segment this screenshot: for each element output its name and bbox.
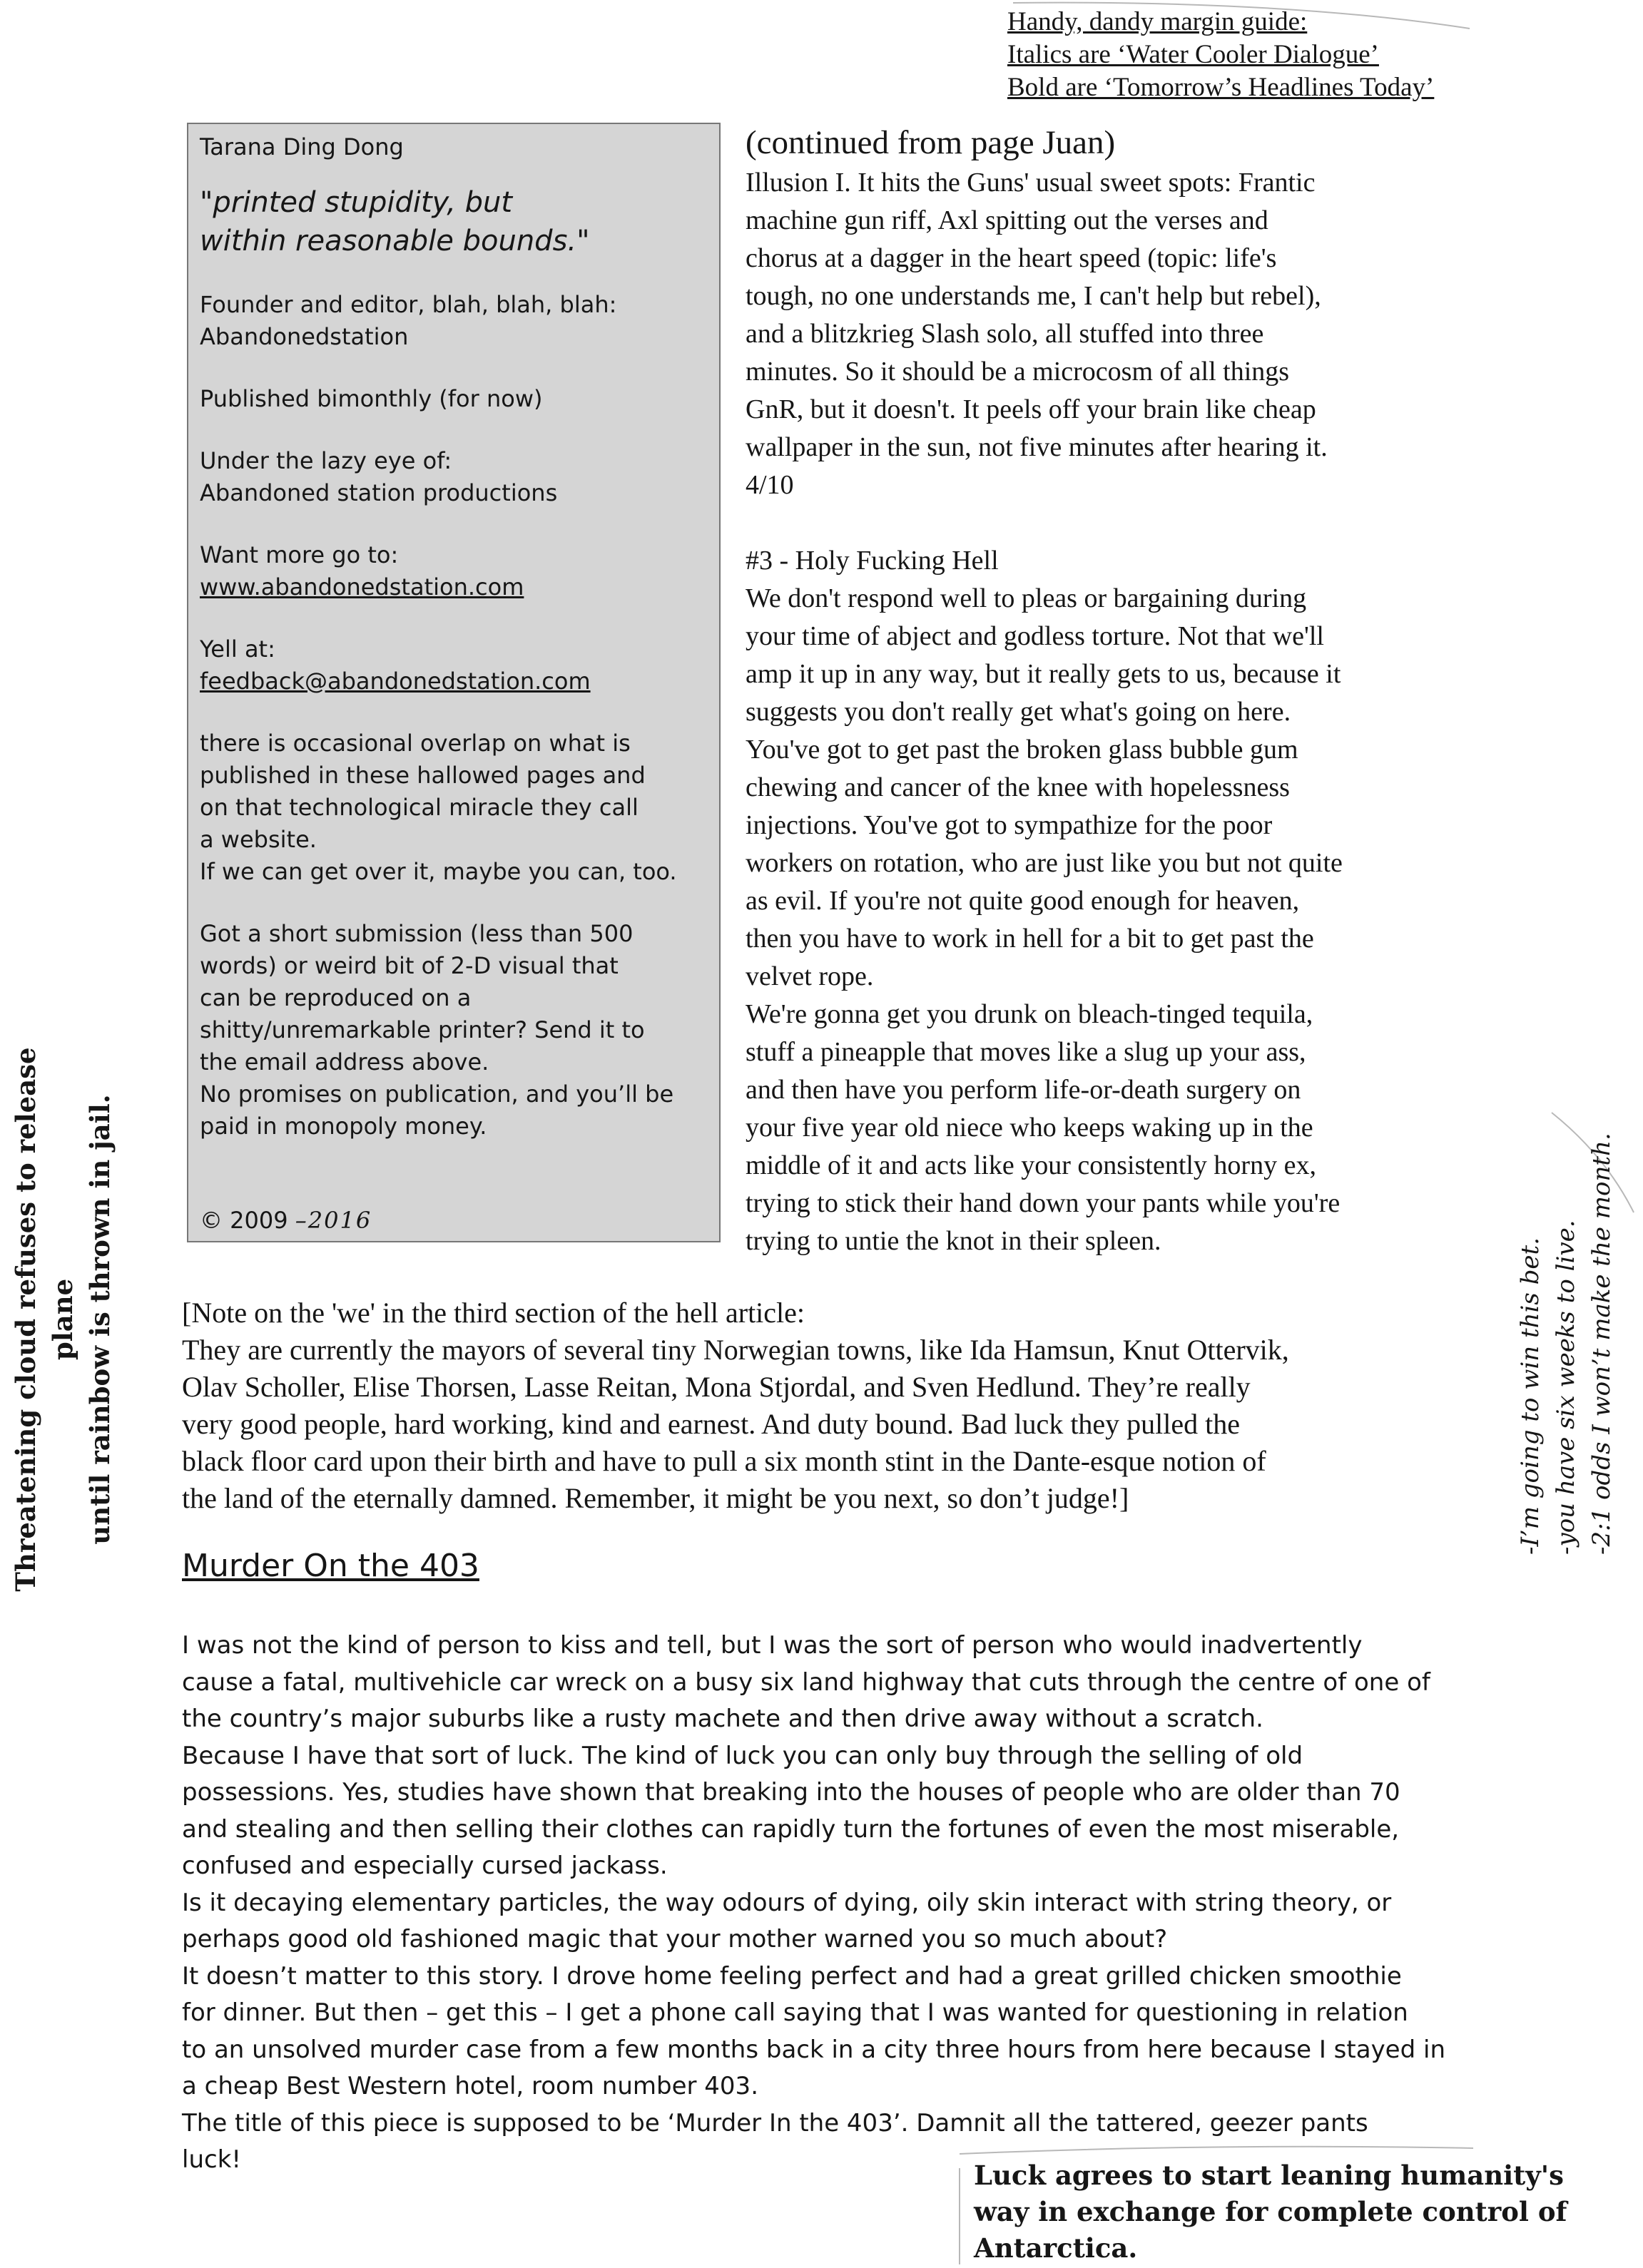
headline-line: Antarctica. [974,2232,1138,2264]
left-headline-line-1: Threatening cloud refuses to release plane [10,1047,78,1592]
overlap-notice [200,727,705,888]
hell-line: your time of abject and godless torture. Not that we'll [746,621,1324,651]
hell-line: amp it up in any way, but it really gets to us, because it [746,659,1341,689]
masthead-title: Tarana Ding Dong [200,133,404,160]
lazy-eye-line-1: Under the lazy eye of: [200,447,452,474]
submission-line: can be reproduced on a [200,984,472,1011]
review-line: machine gun riff, Axl spitting out the verses and [746,205,1268,235]
masthead-tagline [200,183,705,260]
article-line: I was not the kind of person to kiss and tell, but I was the sort of person who would inadvertently [182,1631,1363,1660]
hell-line: middle of it and acts like your consistently horny ex, [746,1150,1316,1180]
headline-line: way in exchange for complete control of [974,2196,1567,2227]
review-line: minutes. So it should be a microcosm of all things [746,357,1290,387]
article-line: cause a fatal, multivehicle car wreck on a busy six land highway that cuts through the centre of one of [182,1667,1430,1697]
email-link[interactable]: feedback@abandonedstation.com [200,668,591,695]
article-title: Murder On the 403 [182,1548,479,1584]
email-block [200,633,705,698]
continued-heading: (continued from page Juan) [746,124,1116,161]
submission-line: shitty/unremarkable printer? Send it to [200,1016,645,1043]
founder-line-2: Abandonedstation [200,323,409,350]
hell-line: We don't respond well to pleas or bargaining during [746,583,1307,613]
right-margin-dialogue [1512,1084,1619,1555]
section-heading-3: #3 - Holy Fucking Hell [746,546,999,576]
article-line: possessions. Yes, studies have shown that breaking into the houses of people who are older than 70 [182,1778,1400,1807]
submission-line: the email address above. [200,1048,489,1076]
review-line: Illusion I. It hits the Guns' usual sweet spots: Frantic [746,168,1316,198]
dialogue-line-3: -2:1 odds I won’t make the month. [1587,1133,1616,1555]
website-label: Want more go to: [200,541,399,568]
margin-guide-line-3: Bold are ‘Tomorrow’s Headlines Today’ [1007,73,1435,102]
note-line: [Note on the 'we' in the third section of the hell article: [182,1297,805,1329]
review-line: and a blitzkrieg Slash solo, all stuffed into three [746,319,1264,349]
hell-line: injections. You've got to sympathize for the poor [746,810,1273,840]
dialogue-line-1: -I’m going to win this bet. [1516,1237,1545,1555]
article-line: perhaps good old fashioned magic that your mother warned you so much about? [182,1925,1168,1953]
submission-line: words) or weird bit of 2-D visual that [200,952,619,979]
published-frequency: Published bimonthly (for now) [200,385,543,412]
overlap-line: If we can get over it, maybe you can, too. [200,858,677,885]
founder-line-1: Founder and editor, blah, blah, blah: [200,291,617,318]
review-line: tough, no one understands me, I can't help but rebel), [746,281,1321,311]
overlap-line: on that technological miracle they call [200,794,639,821]
hell-line: then you have to work in hell for a bit to get past the [746,924,1314,954]
article-line: and stealing and then selling their clothes can rapidly turn the fortunes of even the most miserable, [182,1814,1400,1844]
lazy-eye-block [200,445,705,509]
review-score: 4/10 [746,470,794,500]
margin-guide-line-2: Italics are ‘Water Cooler Dialogue’ [1007,40,1379,69]
lazy-eye-line-2: Abandoned station productions [200,479,558,506]
note-line: the land of the eternally damned. Remember, it might be you next, so don’t judge!] [182,1482,1129,1514]
note-line: black floor card upon their birth and have to pull a six month stint in the Dante-esque notion of [182,1445,1266,1477]
hell-line: as evil. If you're not quite good enough for heaven, [746,886,1300,916]
left-headline-line-2: until rainbow is thrown in jail. [84,1094,116,1545]
article-line: the country’s major suburbs like a rusty machete and then drive away without a scratch. [182,1705,1263,1733]
submission-line: Got a short submission (less than 500 [200,920,634,947]
review-line: GnR, but it doesn't. It peels off your brain like cheap [746,394,1316,424]
overlap-line: a website. [200,826,317,853]
article-line: The title of this piece is supposed to be ‘Murder In the 403’. Damnit all the tattered, geezer pants [182,2108,1368,2137]
submission-notice [200,918,705,1143]
left-margin-headline [7,1006,118,1633]
website-block [200,539,705,603]
bottom-headline [974,2157,1616,2267]
email-label: Yell at: [200,635,275,663]
hell-line: trying to untie the knot in their spleen. [746,1226,1161,1256]
article-body [182,1628,1480,2179]
submission-line: No promises on publication, and you’ll be [200,1081,674,1108]
headline-line: Luck agrees to start leaning humanity's [974,2160,1564,2191]
review-line: chorus at a dagger in the heart speed (topic: life's [746,243,1277,273]
article-line: for dinner. But then – get this – I get a phone call saying that I was wanted for questioning in relation [182,1998,1408,2027]
review-column [746,121,1470,1260]
note-line: They are currently the mayors of several tiny Norwegian towns, like Ida Hamsun, Knut Ottervik, [182,1334,1289,1366]
founder-block [200,289,705,353]
hell-line: We're gonna get you drunk on bleach-tinged tequila, [746,999,1313,1029]
copyright [200,1205,372,1237]
hell-line: velvet rope. [746,961,874,991]
hell-line: your five year old niece who keeps waking up in the [746,1113,1313,1143]
hell-line: You've got to get past the broken glass bubble gum [746,735,1298,765]
margin-guide-line-1: Handy, dandy margin guide: [1007,7,1308,36]
tagline-line-2: within reasonable bounds." [200,225,590,257]
hell-line: and then have you perform life-or-death surgery on [746,1075,1301,1105]
hell-line: trying to stick their hand down your pants while you're [746,1188,1341,1218]
submission-line: paid in monopoly money. [200,1113,487,1140]
overlap-line: published in these hallowed pages and [200,762,646,789]
dialogue-line-2: -you have six weeks to live. [1552,1220,1580,1555]
article-line: to an unsolved murder case from a few months back in a city three hours from here because I stayed in [182,2035,1445,2064]
article-line: It doesn’t matter to this story. I drove home feeling perfect and had a great grilled chicken smoothie [182,1961,1402,1991]
article-line: luck! [182,2145,242,2174]
masthead-box [187,123,721,1242]
website-link[interactable]: www.abandonedstation.com [200,573,524,601]
hell-line: chewing and cancer of the knee with hopelessness [746,772,1290,802]
article-line: confused and especially cursed jackass. [182,1851,668,1880]
hell-line: stuff a pineapple that moves like a slug up your ass, [746,1037,1306,1067]
article-line: a cheap Best Western hotel, room number 403. [182,2072,758,2100]
copyright-handwritten-year: –2016 [295,1207,372,1234]
hell-line: workers on rotation, who are just like you but not quite [746,848,1343,878]
article-line: Because I have that sort of luck. The kind of luck you can only buy through the selling of old [182,1741,1303,1770]
hell-line: suggests you don't really get what's going on here. [746,697,1291,727]
tagline-line-1: "printed stupidity, but [200,186,513,219]
note-line: very good people, hard working, kind and earnest. And duty bound. Bad luck they pulled the [182,1408,1241,1440]
hell-section [746,580,1470,1260]
note-line: Olav Scholler, Elise Thorsen, Lasse Reitan, Mona Stjordal, and Sven Hedlund. They’re really [182,1371,1251,1403]
editor-note [182,1294,1470,1517]
review-line: wallpaper in the sun, not five minutes after hearing it. [746,432,1328,462]
illusion-review [746,164,1470,504]
overlap-line: there is occasional overlap on what is [200,730,631,757]
copyright-text: © 2009 [200,1207,295,1234]
article-line: Is it decaying elementary particles, the way odours of dying, oily skin interact with string theory, or [182,1888,1392,1917]
